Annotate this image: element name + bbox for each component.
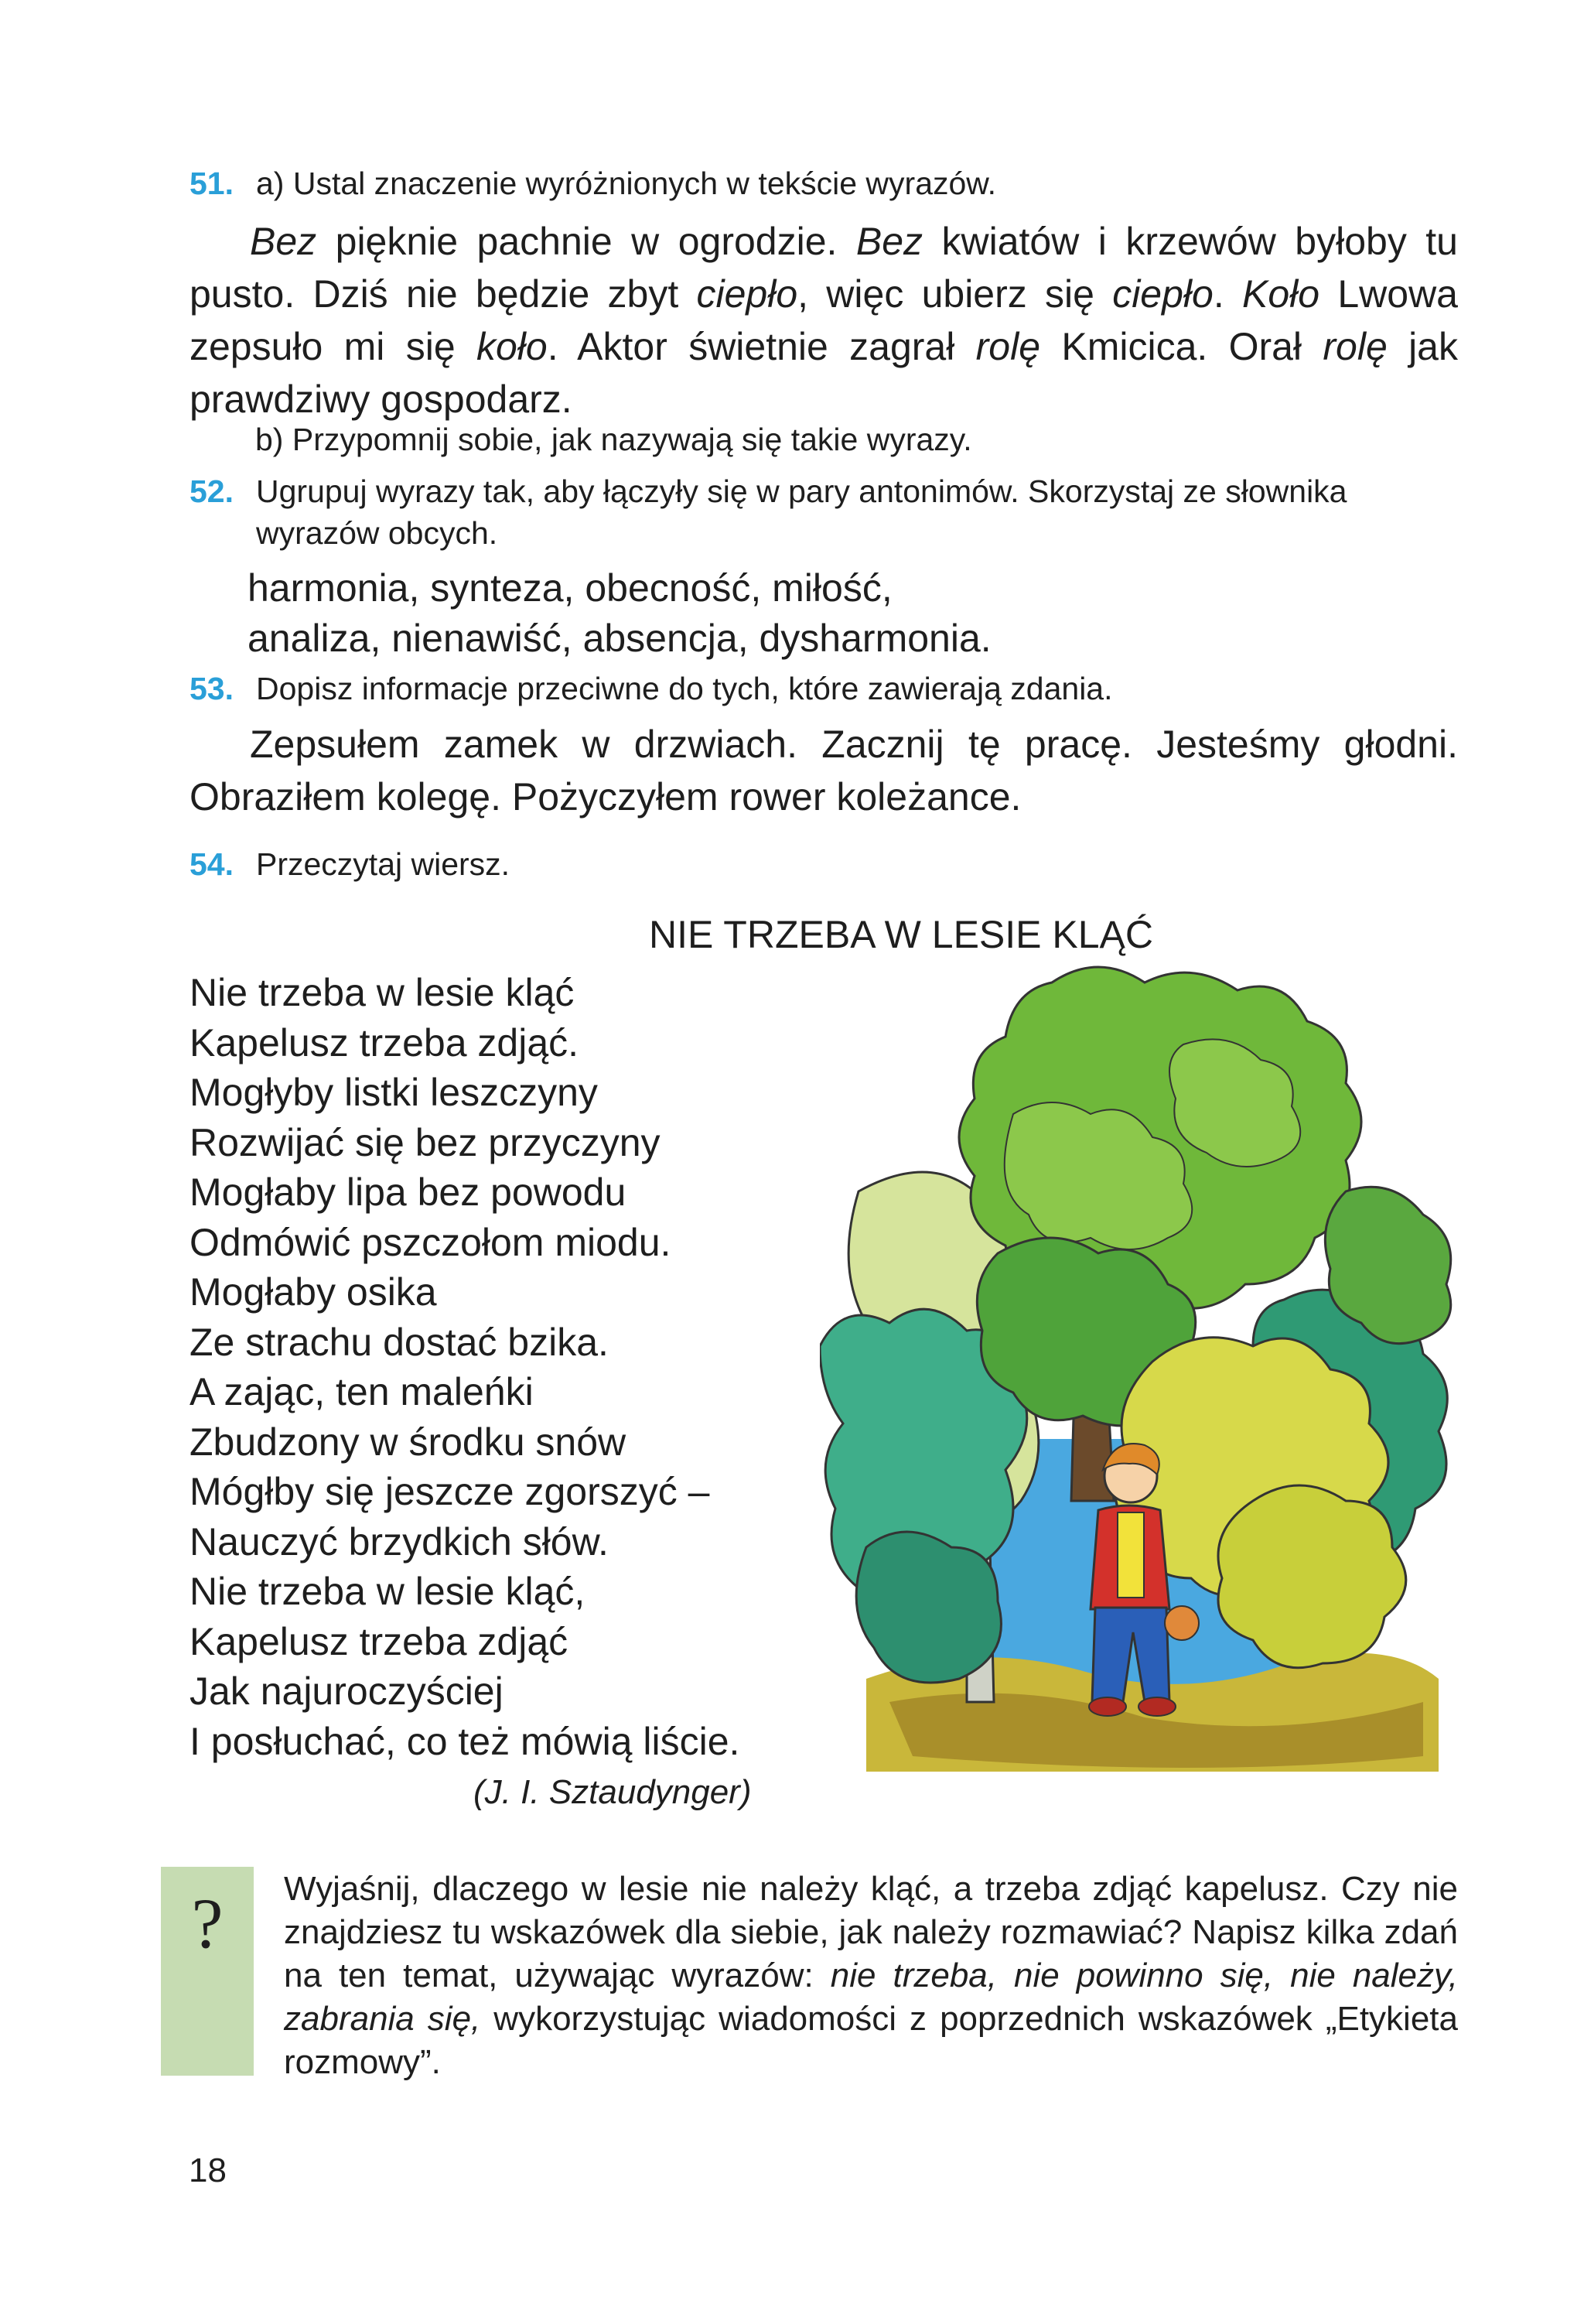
poem-line: Mogłaby lipa bez powodu <box>189 1171 626 1214</box>
ex51-instruction-a-text: a) Ustal znaczenie wyróżnionych w tekście wyrazów. <box>256 166 997 201</box>
ex51-text-part-9: Lwowa zepsuło mi się <box>189 272 1458 368</box>
ex52-instruction <box>189 470 1458 554</box>
ex54-instruction <box>189 843 1458 885</box>
question-mark-icon: ? <box>191 1884 224 1963</box>
poem-line: I posłuchać, co też mówią liście. <box>189 1719 740 1763</box>
question-text-part-0: Wyjaśnij, dlaczego w lesie nie należy kląć, a trzeba zdjąć kapelusz. Czy nie znajdziesz tu wskazówek dla siebie, jak należy rozmawiać? Napisz kilka zdań na ten temat, używając wyrazów: <box>284 1870 1458 1994</box>
poem-line: Rozwijać się bez przyczyny <box>189 1120 661 1164</box>
ex51-text-part-12: rolę <box>975 325 1041 368</box>
ex51-text-part-13: Kmicica. Orał <box>1040 325 1323 368</box>
poem-line: Mógłby się jeszcze zgorszyć – <box>189 1470 710 1513</box>
poem-line: Odmówić pszczołom miodu. <box>189 1220 671 1264</box>
poem-title <box>189 910 1458 959</box>
poem <box>189 968 855 1766</box>
question-box <box>161 1867 254 2076</box>
ex51-text-part-0: Bez <box>250 220 317 263</box>
ex53-instruction-text: Dopisz informacje przeciwne do tych, które zawierają zdania. <box>256 671 1113 706</box>
page-number: 18 <box>189 2151 227 2189</box>
ex53-number: 53. <box>189 671 234 706</box>
ex51-text-part-4: ciepło <box>696 272 798 316</box>
question-text <box>284 1868 1458 2084</box>
ex53-instruction <box>189 668 1458 709</box>
ex52-number: 52. <box>189 473 234 509</box>
poem-line: Kapelusz trzeba zdjąć <box>189 1619 568 1663</box>
poem-line: Mogłaby osika <box>189 1270 437 1314</box>
poem-line: Nauczyć brzydkich słów. <box>189 1519 609 1564</box>
ex51-text-part-3: kwiatów i krzewów byłoby tu pusto. Dziś nie będzie zbyt <box>189 220 1458 316</box>
poem-line: Nie trzeba w lesie kląć <box>189 971 575 1014</box>
ex51-text-part-10: koło <box>476 325 548 368</box>
ex54-instruction-text: Przeczytaj wiersz. <box>256 846 510 882</box>
ex52-words-line-2: analiza, nienawiść, absencja, dysharmonia. <box>248 617 992 660</box>
ex51-number: 51. <box>189 166 234 201</box>
ex51-text-part-2: Bez <box>855 220 923 263</box>
ex51-text-part-15: jak prawdziwy gospodarz. <box>189 325 1458 421</box>
forest-boy-illustration <box>820 959 1462 1787</box>
poem-line: Zbudzony w środku snów <box>189 1420 626 1464</box>
ex51-text-part-8: Koło <box>1242 272 1320 316</box>
question-text-part-1: nie trzeba, nie powinno się, nie należy, zabrania się, <box>284 1957 1458 2038</box>
ex51-text-part-7: . <box>1213 272 1242 316</box>
poem-line: Nie trzeba w lesie kląć, <box>189 1570 585 1613</box>
poem-author: (J. I. Sztaudynger) <box>473 1773 752 1811</box>
ex51-instruction-b: b) Przypomnij sobie, jak nazywają się takie wyrazy. <box>255 422 972 457</box>
poem-line: Jak najuroczyściej <box>189 1670 504 1713</box>
ex54-number: 54. <box>189 846 234 882</box>
ex52-words-line-1: harmonia, synteza, obecność, miłość, <box>248 566 893 610</box>
ex51-text-part-11: . Aktor świetnie zagrał <box>547 325 976 368</box>
ex51-text-part-5: , więc ubierz się <box>797 272 1113 316</box>
ex52-instruction-text: Ugrupuj wyrazy tak, aby łączyły się w pary antonimów. Skorzystaj ze słownika wyrazów obcych. <box>256 473 1347 551</box>
ex51-text-part-6: ciepło <box>1112 272 1214 316</box>
poem-line: A zając, ten maleńki <box>189 1370 534 1413</box>
poem-line: Ze strachu dostać bzika. <box>189 1320 609 1364</box>
poem-title-text: NIE TRZEBA W LESIE KLĄĆ <box>648 913 1154 956</box>
ex51-instruction-a <box>189 162 1458 204</box>
poem-line: Kapelusz trzeba zdjąć. <box>189 1020 579 1065</box>
ex53-text: Zepsułem zamek w drzwiach. Zacznij tę pracę. Jesteśmy głodni. Obraziłem kolegę. Pożyczyłem rower koleżance. <box>189 723 1458 819</box>
question-text-part-2: wykorzystując wiadomości z poprzednich wskazówek „Etykieta rozmowy”. <box>284 2000 1458 2081</box>
poem-line: Mogłyby listki leszczyny <box>189 1071 598 1114</box>
ex51-text <box>189 215 1458 425</box>
ex51-text-part-1: pięknie pachnie w ogrodzie. <box>316 220 856 263</box>
ex51-text-part-14: rolę <box>1323 325 1388 368</box>
